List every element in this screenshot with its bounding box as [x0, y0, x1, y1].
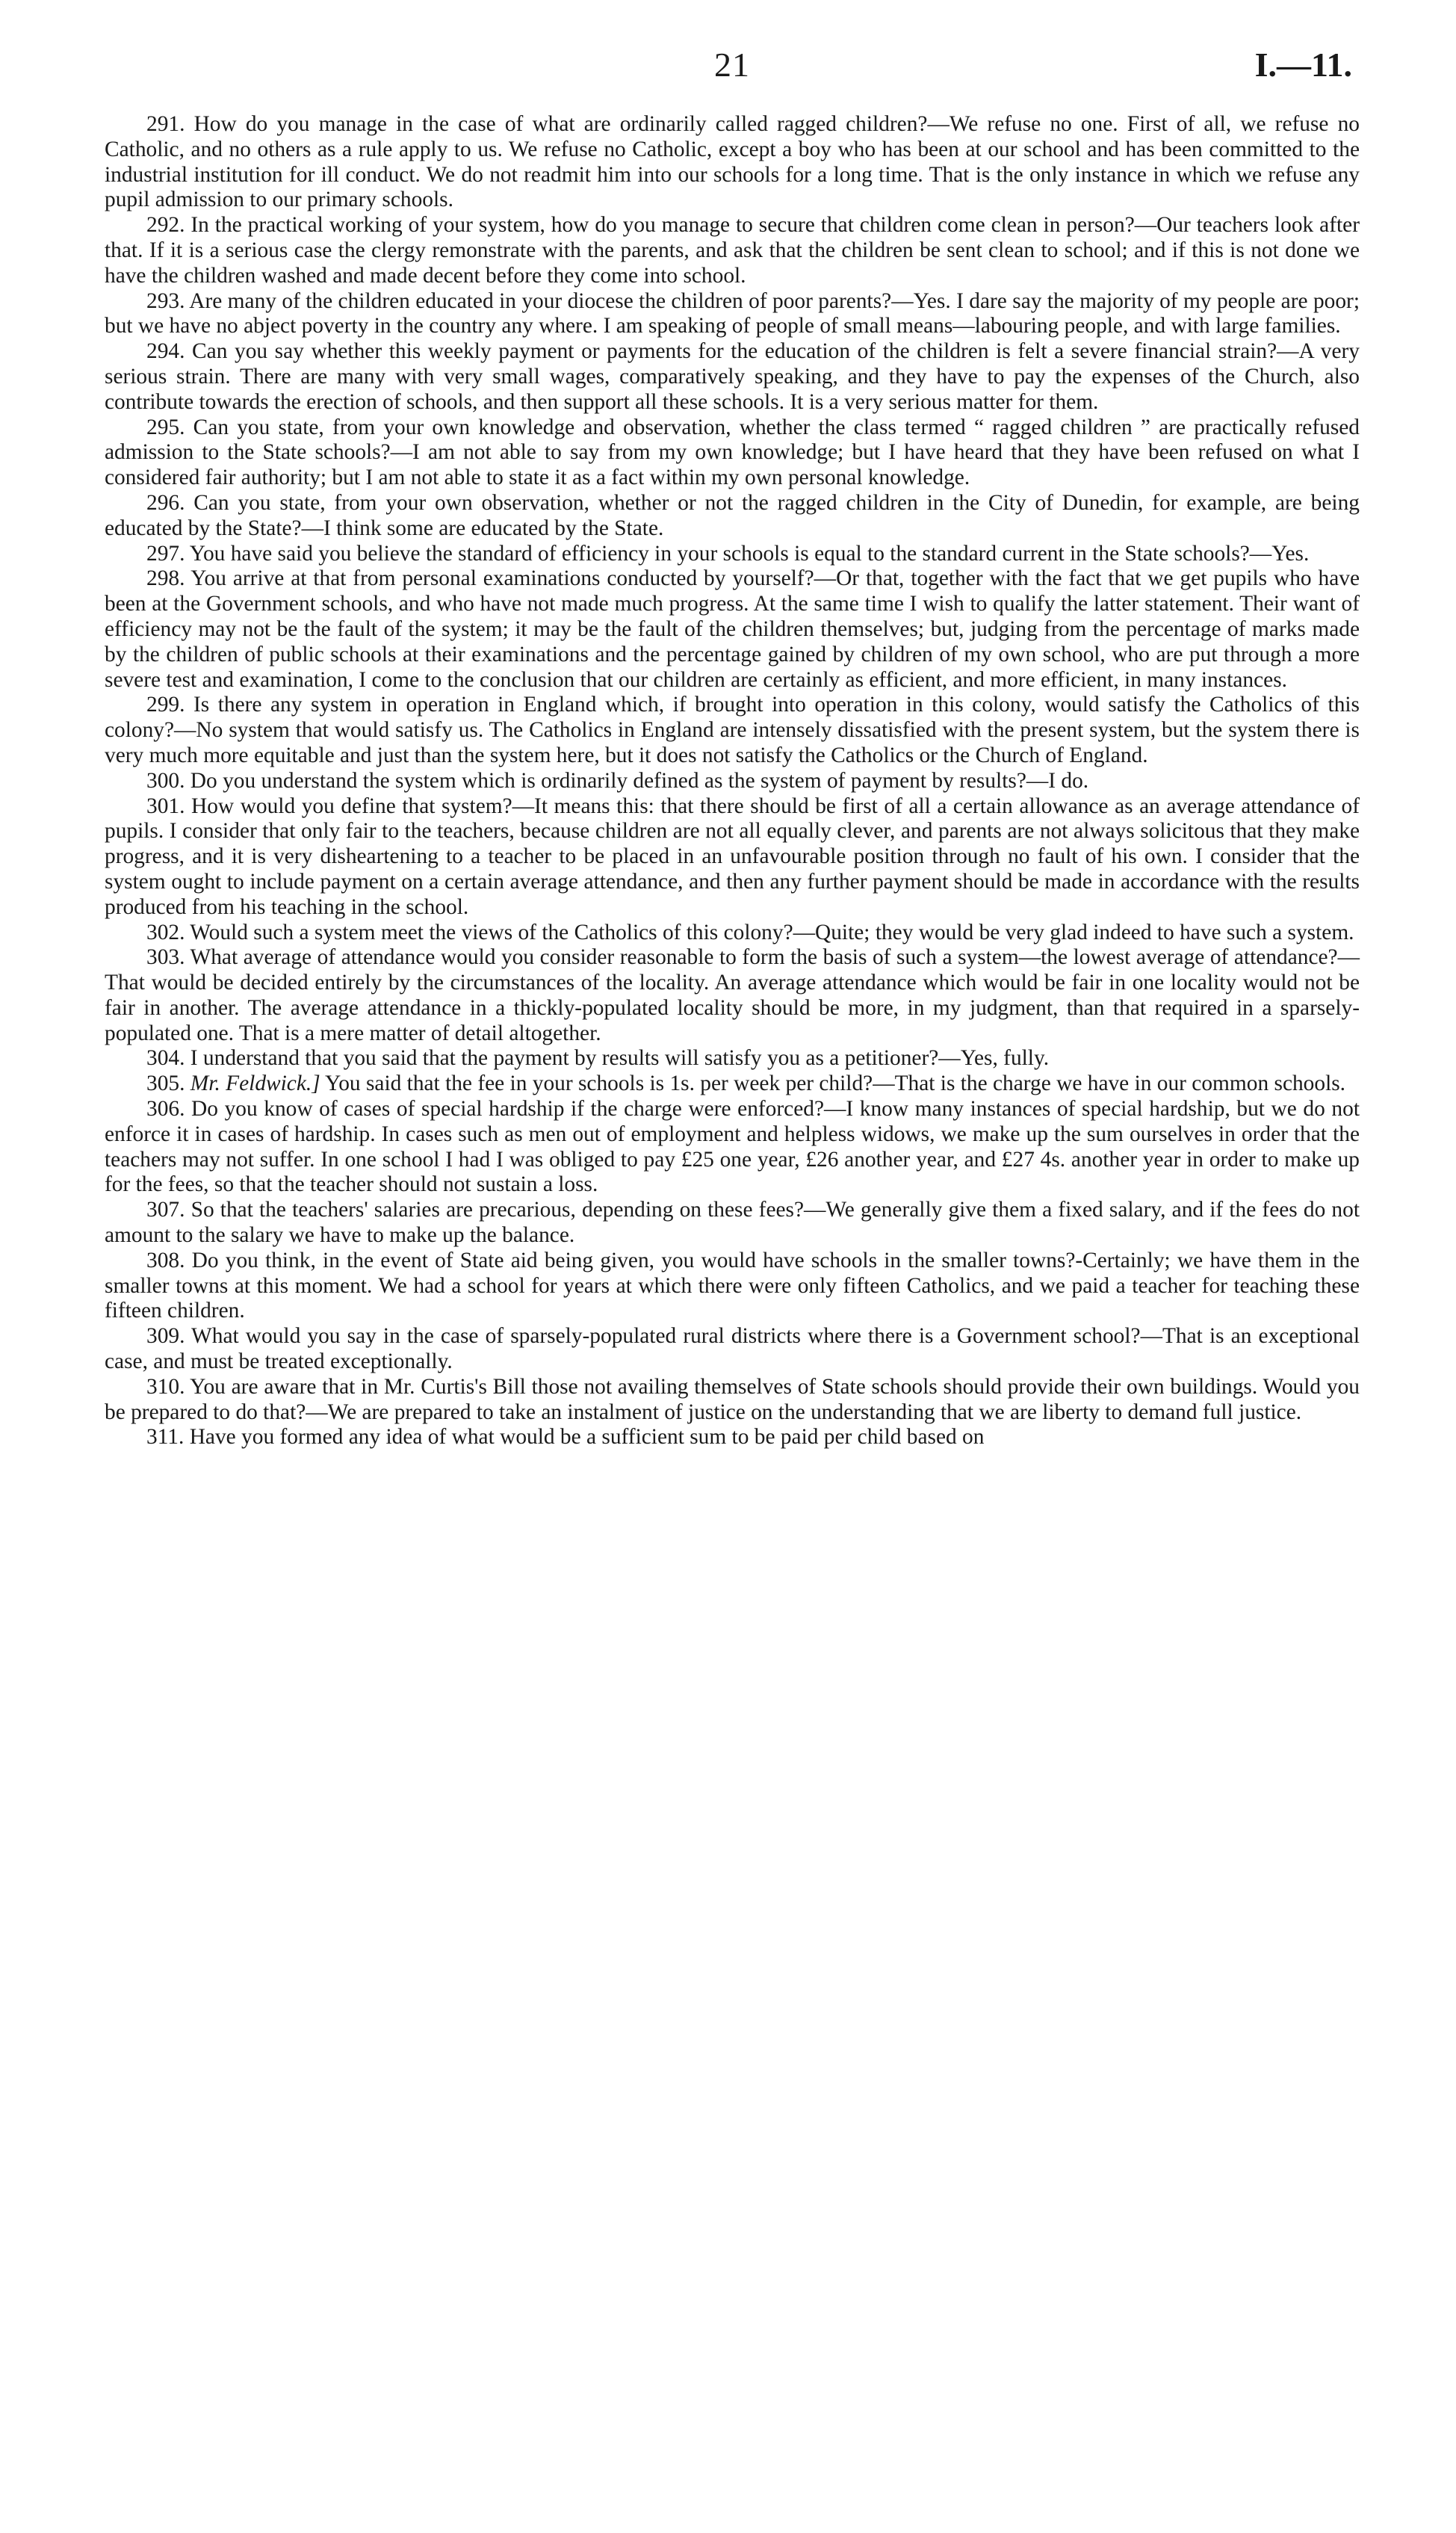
paragraph-text: You said that the fee in your schools is 1s. per week per child?—That is the charge we have in our common schools. — [324, 1071, 1346, 1096]
question-number: 300. — [146, 768, 185, 793]
question-number: 291. — [146, 112, 185, 136]
question-answer-paragraph — [105, 542, 1360, 567]
paragraph-text: I understand that you said that the payment by results will satisfy you as a petitioner?—Yes, fully. — [190, 1046, 1050, 1071]
paragraph-text: Do you understand the system which is ordinarily defined as the system of payment by results?—I do. — [190, 768, 1089, 793]
question-answer-paragraph — [105, 213, 1360, 288]
question-answer-paragraph — [105, 1071, 1360, 1097]
question-number: 303. — [146, 945, 185, 970]
question-number: 294. — [146, 339, 185, 364]
question-answer-paragraph — [105, 769, 1360, 794]
paragraph-text: So that the teachers' salaries are precarious, depending on these fees?—We generally give them a fixed salary, and if the fees do not amount to the salary we have to make up the balance. — [105, 1198, 1360, 1248]
paragraph-text: Can you say whether this weekly payment or payments for the education of the children is felt a severe financial strain?—A very serious strain. There are many with very small wages, comparatively speaking, and they have to pay the expenses of the Church, also contribute towards the erection of schools, and then support all these schools. It is a very serious matter for them. — [105, 339, 1360, 414]
question-number: 292. — [146, 213, 185, 238]
speaker-name: Mr. Feldwick.] — [190, 1071, 320, 1096]
paragraph-text: Are many of the children educated in your diocese the children of poor parents?—Yes. I dare say the majority of my people are poor; but we have no abject poverty in the country any where. I am speaking of people of small means—labouring people, and with large families. — [105, 288, 1360, 338]
question-number: 298. — [146, 566, 185, 591]
question-answer-paragraph — [105, 566, 1360, 693]
paragraph-text: How would you define that system?—It means this: that there should be first of all a certain allowance as an average attendance of pupils. I consider that only fair to the teachers, because children are not all equally clever, and parents are not always solicitous that they make progress, and it is very disheartening to a teacher to be placed in an unfavourable position through no fault of his own. I consider that the system ought to include payment on a certain average attendance, and then any further payment should be made in accordance with the results produced from his teaching in the school. — [105, 794, 1360, 919]
question-number: 301. — [146, 794, 185, 818]
question-answer-paragraph — [105, 945, 1360, 1046]
question-number: 299. — [146, 693, 185, 717]
question-number: 296. — [146, 490, 185, 515]
paragraph-text: You arrive at that from personal examinations conducted by yourself?—Or that, together with the fact that we get pupils who have been at the Government schools, and who have not made much progress. At the same time I wish to qualify the latter statement. Their want of efficiency may not be the fault of the system; it may be the fault of the children themselves; but, judging from the percentage of marks made by the children of public schools at their examinations and the percentage gained by children of my own school, who are put through a more severe test and examination, I come to the conclusion that our children are certainly as efficient, and more efficient, in many instances. — [105, 566, 1360, 692]
question-answer-paragraph — [105, 1425, 1360, 1450]
paragraph-text: Do you know of cases of special hardship if the charge were enforced?—I know many instances of special hardship, but we do not enforce it in cases of hardship. In cases such as men out of employment and helpless widows, we make up the sum ourselves in order that the teachers may not suffer. In one school I had I was obliged to pay £25 one year, £26 another year, and £27 4s. another year in order to make up for the fees, so that the teacher should not sustain a loss. — [105, 1097, 1360, 1197]
question-number: 293. — [146, 288, 185, 313]
question-number: 306. — [146, 1097, 185, 1122]
question-number: 311. — [146, 1425, 185, 1450]
paragraph-text: You are aware that in Mr. Curtis's Bill those not availing themselves of State schools should provide their own buildings. Would you be prepared to do that?—We are prepared to take an instalment of justice on the understanding that we are liberty to demand full justice. — [105, 1374, 1360, 1424]
question-answer-paragraph — [105, 1249, 1360, 1324]
question-number: 297. — [146, 541, 185, 566]
question-answer-paragraph — [105, 112, 1360, 213]
question-answer-paragraph — [105, 794, 1360, 921]
paragraph-text: Can you state, from your own knowledge and observation, whether the class termed “ ragged children ” are practically refused admission to the State schools?—I am not able to say from my own knowledge; but I have heard that they have been refused on what I considered fair authority; but I am not able to state it as a fact within my own personal knowledge. — [105, 415, 1360, 490]
question-number: 307. — [146, 1198, 185, 1222]
question-answer-paragraph — [105, 339, 1360, 415]
paragraph-text: Is there any system in operation in England which, if brought into operation in this colony, would satisfy the Catholics of this colony?—No system that would satisfy us. The Catholics in England are intensely dissatisfied with the present system, but the system there is very much more equitable and just than the system here, but it does not satisfy the Catholics or the Church of England. — [105, 693, 1360, 767]
question-number: 308. — [146, 1248, 185, 1272]
paragraph-text: Do you think, in the event of State aid being given, you would have schools in the smaller towns?-Certainly; we have them in the smaller towns at this moment. We had a school for years at which there were only fifteen Catholics, and we paid a teacher for teaching these fifteen children. — [105, 1248, 1360, 1323]
question-answer-paragraph — [105, 491, 1360, 542]
question-number: 305. — [146, 1071, 185, 1096]
question-answer-paragraph — [105, 289, 1360, 340]
question-number: 309. — [146, 1324, 185, 1349]
question-answer-paragraph — [105, 1375, 1360, 1426]
question-answer-paragraph — [105, 1046, 1360, 1071]
page-number: 21 — [714, 46, 750, 84]
paragraph-text: What average of attendance would you consider reasonable to form the basis of such a system—the lowest average of attendance?—That would be decided entirely by the circumstances of the locality. An average attendance which would be fair in one locality would not be fair in another. The average attendance in a thickly-populated locality should be more, in my judgment, than that required in a sparsely-populated one. That is a mere matter of detail altogether. — [105, 945, 1360, 1045]
paragraph-text: How do you manage in the case of what are ordinarily called ragged children?—We refuse no one. First of all, we refuse no Catholic, and no others as a rule apply to us. We refuse no Catholic, except a boy who has been at our school and has been committed to the industrial institution for ill conduct. We do not readmit him into our schools for a long time. That is the only instance in which we refuse any pupil admission to our primary schools. — [105, 112, 1360, 212]
paragraph-text: In the practical working of your system, how do you manage to secure that children come clean in person?—Our teachers look after that. If it is a serious case the clergy remonstrate with the parents, and ask that the children be sent clean to school; and if this is not done we have the children washed and made decent before they come into school. — [105, 213, 1360, 288]
paragraph-text: What would you say in the case of sparsely-populated rural districts where there is a Government school?—That is an exceptional case, and must be treated exceptionally. — [105, 1324, 1360, 1374]
question-number: 295. — [146, 415, 185, 439]
question-answer-paragraph — [105, 693, 1360, 768]
document-reference: I.—11. — [1254, 46, 1352, 84]
page-header — [105, 37, 1360, 90]
question-number: 304. — [146, 1046, 185, 1071]
question-answer-paragraph — [105, 1198, 1360, 1249]
paragraph-text: Would such a system meet the views of the Catholics of this colony?—Quite; they would be very glad indeed to have such a system. — [190, 920, 1354, 944]
question-answer-paragraph — [105, 1097, 1360, 1198]
question-answer-paragraph — [105, 415, 1360, 491]
question-answer-paragraph — [105, 1324, 1360, 1375]
question-number: 310. — [146, 1374, 185, 1399]
question-number: 302. — [146, 920, 185, 944]
paragraph-text: You have said you believe the standard of efficiency in your schools is equal to the standard current in the State schools?—Yes. — [189, 541, 1310, 566]
paragraph-text: Can you state, from your own observation, whether or not the ragged children in the City of Dunedin, for example, are being educated by the State?—I think some are educated by the State. — [105, 490, 1360, 540]
evidence-transcript — [105, 112, 1360, 1450]
paragraph-text: Have you formed any idea of what would be a sufficient sum to be paid per child based on — [189, 1425, 985, 1450]
question-answer-paragraph — [105, 921, 1360, 946]
